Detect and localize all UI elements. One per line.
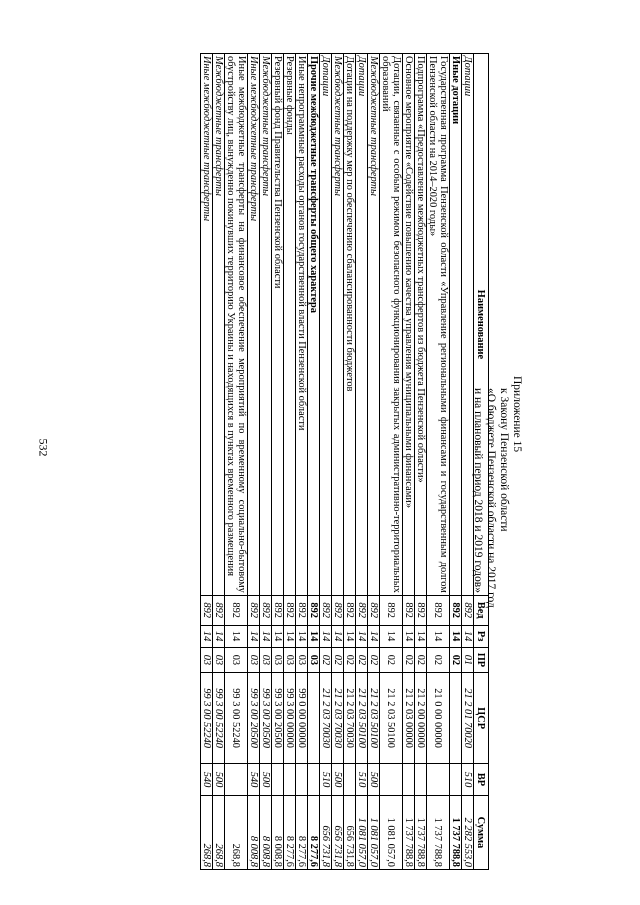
cell-csr: 21 2 03 50100 <box>380 673 403 764</box>
cell-vr: 540 <box>248 764 260 796</box>
cell-pr: 02 <box>332 647 344 672</box>
cell-rz: 14 <box>450 625 462 647</box>
cell-ved: 892 <box>403 595 415 625</box>
cell-pr: 03 <box>248 647 260 672</box>
cell-pr: 03 <box>296 647 308 672</box>
cell-ved: 892 <box>320 595 332 625</box>
cell-pr: 02 <box>356 647 368 672</box>
cell-pr: 03 <box>284 647 296 672</box>
cell-rz: 14 <box>320 625 332 647</box>
cell-sum: 8 008,8 <box>260 795 272 869</box>
cell-pr: 02 <box>380 647 403 672</box>
table-row <box>308 54 320 870</box>
cell-sum: 656 731,8 <box>332 795 344 869</box>
header-vr: ВР <box>474 764 489 796</box>
cell-name: Дотации <box>320 54 332 596</box>
appendix-line-2: «О бюджете Пензенской области на 2017 год <box>485 388 497 608</box>
cell-csr: 21 2 03 50100 <box>368 673 380 764</box>
cell-sum: 268,8 <box>201 795 213 869</box>
cell-sum: 8 277,6 <box>284 795 296 869</box>
cell-vr: 510 <box>320 764 332 796</box>
cell-rz: 14 <box>380 625 403 647</box>
cell-rz: 14 <box>213 625 225 647</box>
cell-csr: 21 2 03 70030 <box>344 673 356 764</box>
cell-ved: 892 <box>272 595 284 625</box>
cell-sum: 1 081 057,0 <box>356 795 368 869</box>
cell-rz: 14 <box>462 625 474 647</box>
cell-pr: 03 <box>308 647 320 672</box>
cell-rz: 14 <box>272 625 284 647</box>
table-row <box>356 54 368 870</box>
cell-rz: 14 <box>260 625 272 647</box>
cell-pr: 01 <box>462 647 474 672</box>
cell-sum: 8 008,8 <box>248 795 260 869</box>
cell-name: Дотации <box>462 54 474 596</box>
cell-rz: 14 <box>356 625 368 647</box>
cell-rz: 14 <box>201 625 213 647</box>
cell-vr: 510 <box>462 764 474 796</box>
cell-name: Иные межбюджетные трансферты на финансовое обеспечение мероприятий по временному социально-бытовому обустройству лиц, вынужденно покинувших территорию Украины и находящихся в пунктах временного размещения <box>225 54 248 596</box>
cell-name: Иные межбюджетные трансферты <box>201 54 213 596</box>
cell-pr: 02 <box>320 647 332 672</box>
cell-sum: 1 737 788,8 <box>403 795 415 869</box>
cell-ved: 892 <box>213 595 225 625</box>
cell-rz: 14 <box>403 625 415 647</box>
cell-csr: 99 3 00 52240 <box>201 673 213 764</box>
cell-ved: 892 <box>415 595 427 625</box>
cell-csr: 99 3 00 52240 <box>225 673 248 764</box>
cell-vr: 500 <box>368 764 380 796</box>
appendix-note <box>471 376 523 608</box>
header-ved: Вед <box>474 595 489 625</box>
cell-vr: 540 <box>201 764 213 796</box>
cell-csr: 99 3 00 20500 <box>272 673 284 764</box>
table-row <box>248 54 260 870</box>
header-csr: ЦСР <box>474 673 489 764</box>
cell-rz: 14 <box>332 625 344 647</box>
cell-csr: 99 3 00 20500 <box>248 673 260 764</box>
cell-vr <box>284 764 296 796</box>
table-row <box>380 54 403 870</box>
cell-csr: 99 3 00 00000 <box>284 673 296 764</box>
table-row <box>260 54 272 870</box>
cell-name: Дотации <box>356 54 368 596</box>
table-row <box>201 54 213 870</box>
appendix-line-3: и на плановый период 2018 и 2019 годов» <box>472 388 484 593</box>
table-body <box>201 54 474 870</box>
cell-csr: 21 0 00 00000 <box>427 673 450 764</box>
cell-sum: 656 731,8 <box>344 795 356 869</box>
cell-pr: 03 <box>225 647 248 672</box>
cell-rz: 14 <box>296 625 308 647</box>
appendix-title: Приложение 15 <box>511 376 523 453</box>
table-row <box>344 54 356 870</box>
cell-sum: 268,8 <box>213 795 225 869</box>
table-row <box>415 54 427 870</box>
cell-ved: 892 <box>284 595 296 625</box>
cell-vr <box>450 764 462 796</box>
cell-vr <box>308 764 320 796</box>
cell-ved: 892 <box>332 595 344 625</box>
cell-csr: 21 2 03 70030 <box>320 673 332 764</box>
table-row <box>213 54 225 870</box>
cell-vr <box>344 764 356 796</box>
cell-rz: 14 <box>248 625 260 647</box>
cell-ved: 892 <box>450 595 462 625</box>
cell-rz: 14 <box>344 625 356 647</box>
cell-name: Резервный фонд Правительства Пензенской области <box>272 54 284 596</box>
cell-pr: 03 <box>260 647 272 672</box>
cell-csr <box>308 673 320 764</box>
cell-csr: 21 2 01 70020 <box>462 673 474 764</box>
cell-pr: 03 <box>272 647 284 672</box>
cell-vr <box>225 764 248 796</box>
cell-sum: 1 081 057,0 <box>380 795 403 869</box>
cell-ved: 892 <box>462 595 474 625</box>
cell-pr: 02 <box>344 647 356 672</box>
cell-pr: 02 <box>403 647 415 672</box>
cell-name: Межбюджетные трансферты <box>368 54 380 596</box>
cell-sum: 8 277,6 <box>296 795 308 869</box>
cell-pr: 03 <box>213 647 225 672</box>
table-row <box>332 54 344 870</box>
cell-sum: 1 081 057,0 <box>368 795 380 869</box>
cell-name: Государственная программа Пензенской области «Управление региональными финансами и государственным долгом Пензенской области на 2014–2020 годы» <box>427 54 450 596</box>
cell-ved: 892 <box>260 595 272 625</box>
cell-sum: 8 277,6 <box>308 795 320 869</box>
cell-rz: 14 <box>368 625 380 647</box>
cell-pr: 02 <box>427 647 450 672</box>
table-row <box>450 54 462 870</box>
cell-csr: 99 0 00 00000 <box>296 673 308 764</box>
cell-vr <box>272 764 284 796</box>
table-row <box>296 54 308 870</box>
cell-ved: 892 <box>344 595 356 625</box>
cell-vr <box>380 764 403 796</box>
cell-csr: 21 2 03 70030 <box>332 673 344 764</box>
cell-rz: 14 <box>284 625 296 647</box>
cell-vr <box>403 764 415 796</box>
cell-vr <box>427 764 450 796</box>
cell-csr: 21 2 03 50100 <box>356 673 368 764</box>
cell-csr: 21 2 03 00000 <box>403 673 415 764</box>
cell-pr: 02 <box>415 647 427 672</box>
cell-ved: 892 <box>308 595 320 625</box>
cell-pr: 02 <box>450 647 462 672</box>
table-row <box>427 54 450 870</box>
cell-name: Резервные фонды <box>284 54 296 596</box>
cell-name: Межбюджетные трансферты <box>260 54 272 596</box>
cell-name: Иные межбюджетные трансферты <box>248 54 260 596</box>
cell-vr <box>415 764 427 796</box>
cell-name: Иные непрограммные расходы органов государственной власти Пензенской области <box>296 54 308 596</box>
cell-rz: 14 <box>308 625 320 647</box>
cell-ved: 892 <box>248 595 260 625</box>
cell-rz: 14 <box>415 625 427 647</box>
cell-name: Прочие межбюджетные трансферты общего характера <box>308 54 320 596</box>
header-rz: Рз <box>474 625 489 647</box>
cell-sum: 2 282 553,0 <box>462 795 474 869</box>
table-row <box>320 54 332 870</box>
cell-vr: 510 <box>356 764 368 796</box>
cell-ved: 892 <box>427 595 450 625</box>
cell-ved: 892 <box>356 595 368 625</box>
cell-name: Межбюджетные трансферты <box>213 54 225 596</box>
cell-name: Основное мероприятие «Содействие повышению качества управления муниципальными финансами» <box>403 54 415 596</box>
header-sum: Сумма <box>474 795 489 869</box>
cell-pr: 02 <box>368 647 380 672</box>
appendix-line-1: к Закону Пензенской области <box>498 388 510 532</box>
cell-sum: 8 008,8 <box>272 795 284 869</box>
cell-name: Иные дотации <box>450 54 462 596</box>
table-row <box>272 54 284 870</box>
cell-ved: 892 <box>380 595 403 625</box>
cell-rz: 14 <box>225 625 248 647</box>
header-name: Наименование <box>474 54 489 596</box>
cell-csr <box>450 673 462 764</box>
table-row <box>368 54 380 870</box>
table-row <box>284 54 296 870</box>
cell-name: Дотации, связанные с особым режимом безопасного функционирования закрытых административно-территориальных образований <box>380 54 403 596</box>
cell-rz: 14 <box>427 625 450 647</box>
cell-sum: 1 737 788,8 <box>415 795 427 869</box>
cell-csr: 99 3 00 52240 <box>213 673 225 764</box>
cell-sum: 268,8 <box>225 795 248 869</box>
cell-vr: 500 <box>260 764 272 796</box>
page-number: 532 <box>36 438 51 457</box>
cell-name: Межбюджетные трансферты <box>332 54 344 596</box>
cell-csr: 99 3 00 20500 <box>260 673 272 764</box>
cell-csr: 21 2 00 00000 <box>415 673 427 764</box>
cell-ved: 892 <box>368 595 380 625</box>
cell-ved: 892 <box>225 595 248 625</box>
cell-name: Подпрограмма «Предоставление межбюджетных трансфертов из бюджета Пензенской области» <box>415 54 427 596</box>
cell-vr: 500 <box>332 764 344 796</box>
cell-sum: 1 737 788,8 <box>427 795 450 869</box>
cell-name: Дотации на поддержку мер по обеспечению сбалансированности бюджетов <box>344 54 356 596</box>
budget-table <box>200 53 489 870</box>
cell-ved: 892 <box>201 595 213 625</box>
cell-vr: 500 <box>213 764 225 796</box>
cell-sum: 656 731,8 <box>320 795 332 869</box>
table-row <box>403 54 415 870</box>
header-pr: ПР <box>474 647 489 672</box>
cell-vr <box>296 764 308 796</box>
cell-sum: 1 737 788,8 <box>450 795 462 869</box>
table-row <box>225 54 248 870</box>
cell-ved: 892 <box>296 595 308 625</box>
cell-pr: 03 <box>201 647 213 672</box>
